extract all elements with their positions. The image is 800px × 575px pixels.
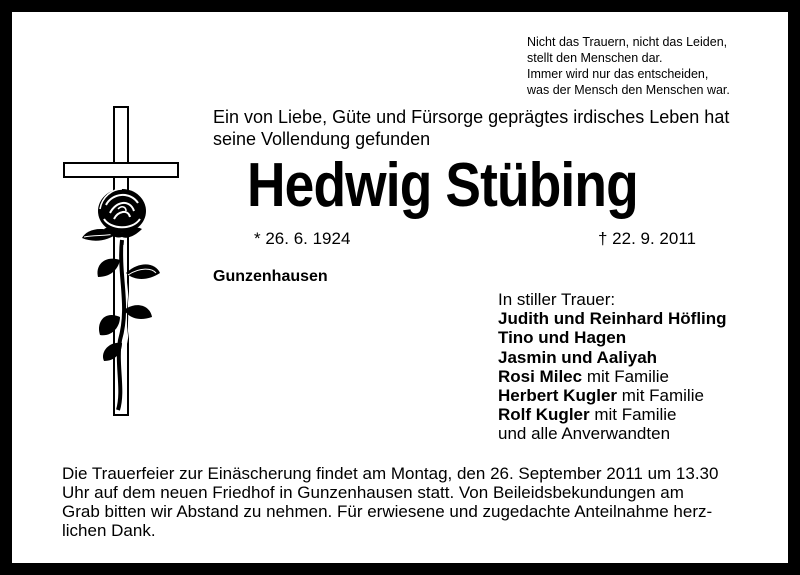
- mourner-entry: [498, 309, 768, 328]
- quote-line: Nicht das Trauern, nicht das Leiden,: [527, 35, 728, 49]
- mourners-closing: und alle Anverwandten: [498, 424, 671, 444]
- mourners-heading: In stiller Trauer:: [498, 290, 616, 309]
- service-line: lichen Dank.: [62, 521, 156, 540]
- mourner-suffix: mit Familie: [617, 386, 704, 406]
- service-line: Uhr auf dem neuen Friedhof in Gunzenhausen statt. Von Beileidsbekundungen am: [62, 483, 684, 502]
- mourner-name: Judith und Reinhard Höfling: [498, 309, 727, 329]
- place-of-residence: Gunzenhausen: [213, 268, 328, 285]
- mourner-name: Herbert Kugler: [498, 386, 618, 406]
- poem-quote: [527, 34, 757, 98]
- quote-line: was der Mensch den Menschen war.: [527, 83, 730, 97]
- mourner-entry: [498, 348, 768, 367]
- mourner-name: Rosi Milec: [498, 366, 583, 386]
- intro-text: [213, 106, 753, 150]
- service-line: Grab bitten wir Abstand zu nehmen. Für erwiesene und zugedachte Anteilnahme herz-: [62, 502, 713, 521]
- mourner-entry: [498, 386, 768, 405]
- intro-line: Ein von Liebe, Güte und Fürsorge geprägtes irdisches Leben hat: [213, 107, 730, 127]
- mourner-entry: [498, 328, 768, 347]
- funeral-service-notice: [62, 464, 746, 540]
- quote-line: Immer wird nur das entscheiden,: [527, 67, 709, 81]
- mourners-list: [498, 290, 768, 444]
- intro-line: seine Vollendung gefunden: [213, 129, 431, 149]
- service-line: Die Trauerfeier zur Einäscherung findet am Montag, den 26. September 2011 um 13.30: [62, 464, 719, 483]
- mourner-name: Jasmin und Aaliyah: [498, 347, 658, 367]
- death-date: † 22. 9. 2011: [598, 229, 696, 248]
- birth-date: * 26. 6. 1924: [254, 229, 351, 248]
- mourner-name: Rolf Kugler: [498, 405, 590, 425]
- mourner-name: Tino und Hagen: [498, 328, 627, 348]
- deceased-name: Hedwig Stübing: [247, 151, 638, 220]
- quote-line: stellt den Menschen dar.: [527, 51, 663, 65]
- mourner-suffix: mit Familie: [589, 405, 677, 425]
- mourner-entry: [498, 405, 768, 424]
- mourner-entry: [498, 367, 768, 386]
- mourner-suffix: mit Familie: [582, 366, 669, 386]
- cross-with-rose-icon: [60, 105, 190, 420]
